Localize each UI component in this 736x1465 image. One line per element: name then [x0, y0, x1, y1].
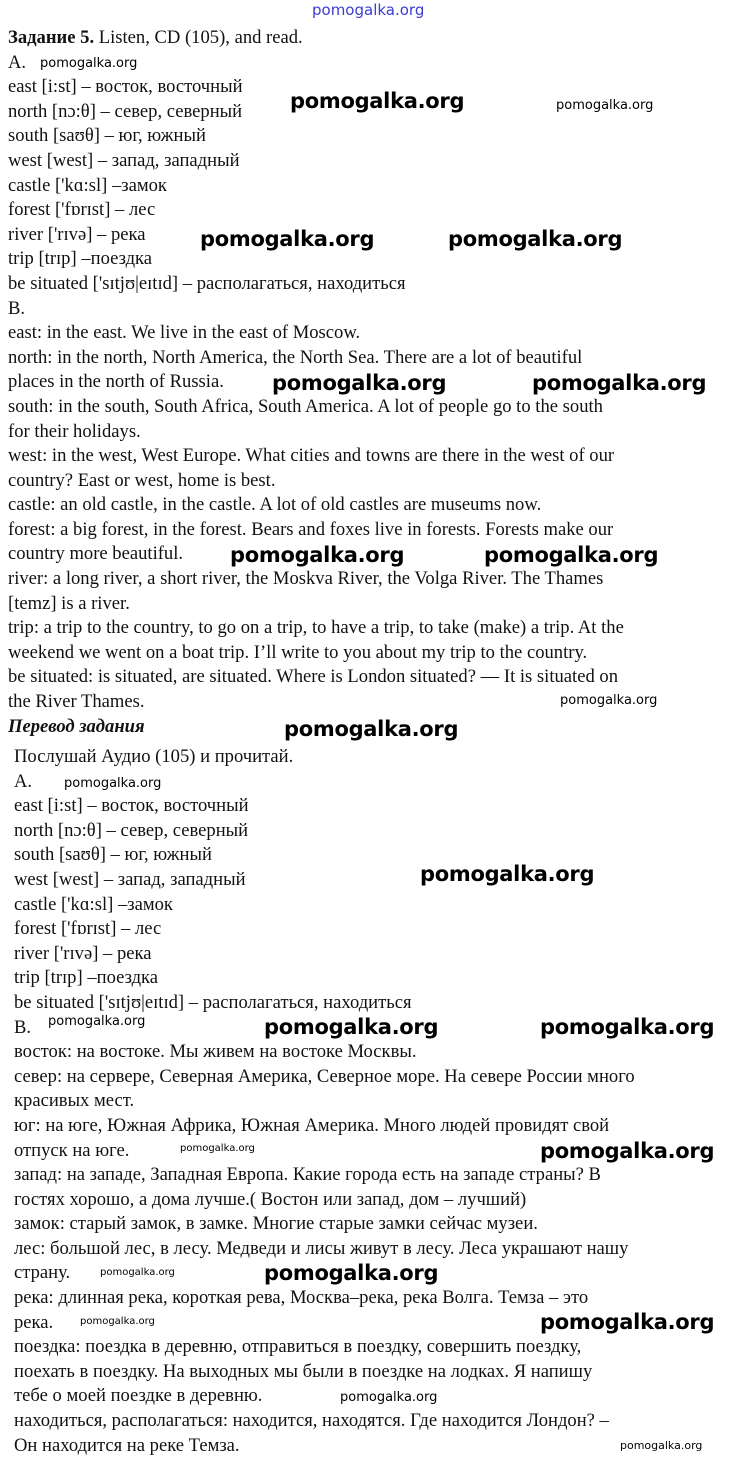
- example-line: castle: an old castle, in the castle. A lot of old castles are museums now.: [8, 494, 542, 516]
- watermark: pomogalka.org: [448, 227, 623, 251]
- vocabulary-item: forest ['fɒrɪst] – лес: [8, 199, 156, 221]
- translation-heading: Перевод задания: [8, 715, 145, 737]
- watermark: pomogalka.org: [340, 1390, 438, 1405]
- vocabulary-item: river ['rɪvə] – река: [14, 942, 152, 964]
- vocabulary-item: river ['rɪvə] – река: [8, 223, 146, 245]
- example-line: поехать в поездку. На выходных мы были в поездке на лодках. Я напишу: [14, 1360, 593, 1382]
- watermark: pomogalka.org: [64, 776, 162, 791]
- example-line: замок: старый замок, в замке. Многие старые замки сейчас музеи.: [14, 1213, 538, 1235]
- watermark: pomogalka.org: [556, 98, 654, 113]
- task-heading: Задание 5.: [8, 27, 95, 48]
- example-line: страну.: [14, 1262, 71, 1284]
- example-line: weekend we went on a boat trip. I’ll write to you about my trip to the country.: [8, 641, 588, 663]
- vocabulary-item: castle ['kɑ:sl] –замок: [8, 174, 167, 196]
- translation-instruction: Послушай Аудио (105) и прочитай.: [14, 746, 294, 767]
- watermark: pomogalka.org: [100, 1267, 175, 1278]
- watermark: pomogalka.org: [290, 89, 465, 113]
- vocabulary-item: forest ['fɒrɪst] – лес: [14, 918, 162, 940]
- watermark: pomogalka.org: [620, 1439, 703, 1452]
- vocabulary-item: west [west] – запад, западный: [14, 868, 246, 890]
- example-line: the River Thames.: [8, 691, 145, 713]
- example-line: Он находится на реке Темза.: [14, 1434, 240, 1456]
- vocabulary-item: east [i:st] – восток, восточный: [8, 76, 243, 98]
- watermark: pomogalka.org: [540, 1015, 715, 1039]
- example-line: река.: [14, 1311, 54, 1333]
- section-b-label: B.: [14, 1016, 32, 1038]
- example-line: отпуск на юге.: [14, 1139, 130, 1161]
- example-line: south: in the south, South Africa, South America. A lot of people go to the south: [8, 395, 603, 417]
- watermark: pomogalka.org: [540, 1139, 715, 1163]
- example-line: river: a long river, a short river, the Moskva River, the Volga River. The Thames: [8, 568, 604, 590]
- watermark: pomogalka.org: [540, 1310, 715, 1334]
- task-instruction: Listen, CD (105), and read.: [94, 27, 303, 48]
- watermark: pomogalka.org: [264, 1261, 439, 1285]
- example-line: находиться, располагаться: находится, находятся. Где находится Лондон? –: [14, 1410, 609, 1432]
- watermark: pomogalka.org: [264, 1015, 439, 1039]
- example-line: поездка: поездка в деревню, отправиться в поездку, совершить поездку,: [14, 1336, 582, 1358]
- example-line: east: in the east. We live in the east of Moscow.: [8, 322, 361, 344]
- example-line: country more beautiful.: [8, 543, 184, 565]
- example-line: тебе о моей поездке в деревню.: [14, 1385, 263, 1407]
- example-line: country? East or west, home is best.: [8, 469, 276, 491]
- section-a-label: A.: [8, 51, 27, 73]
- russian-section: [14, 745, 635, 1458]
- example-line: north: in the north, North America, the North Sea. There are a lot of beautiful: [8, 346, 583, 368]
- watermark: pomogalka.org: [272, 371, 447, 395]
- example-line: запад: на западе, Западная Европа. Какие города есть на западе страны? В: [14, 1164, 601, 1186]
- watermark: pomogalka.org: [284, 717, 459, 741]
- vocabulary-item: west [west] – запад, западный: [8, 149, 240, 171]
- example-line: красивых мест.: [14, 1090, 135, 1112]
- vocabulary-item: castle ['kɑ:sl] –замок: [14, 893, 173, 915]
- task-title: [8, 26, 624, 51]
- watermark: pomogalka.org: [200, 227, 375, 251]
- example-line: trip: a trip to the country, to go on a trip, to have a trip, to take (make) a trip. At the: [8, 617, 624, 639]
- vocabulary-item: trip [trɪp] –поездка: [14, 967, 159, 989]
- watermark: pomogalka.org: [80, 1316, 155, 1327]
- watermark: pomogalka.org: [48, 1014, 146, 1029]
- vocabulary-item: north [nɔ:θ] – север, северный: [14, 819, 249, 841]
- vocabulary-item: east [i:st] – восток, восточный: [14, 795, 249, 817]
- example-line: forest: a big forest, in the forest. Bears and foxes live in forests. Forests make our: [8, 518, 614, 540]
- example-line: север: на сервере, Северная Америка, Северное море. На севере России много: [14, 1065, 635, 1087]
- watermark: pomogalka.org: [180, 1143, 255, 1154]
- example-line: юг: на юге, Южная Африка, Южная Америка. Много людей провидят свой: [14, 1114, 610, 1136]
- example-line: west: in the west, West Europe. What cities and towns are there in the west of our: [8, 445, 615, 467]
- watermark: pomogalka.org: [420, 862, 595, 886]
- vocabulary-item: north [nɔ:θ] – север, северный: [8, 100, 243, 122]
- vocabulary-item: be situated ['sɪtjʊ|eɪtɪd] – располагаться, находиться: [14, 991, 412, 1013]
- example-line: places in the north of Russia.: [8, 371, 224, 393]
- vocabulary-item: trip [trɪp] –поездка: [8, 248, 153, 270]
- vocabulary-list: [14, 794, 635, 1015]
- example-line: лес: большой лес, в лесу. Медведи и лисы живут в лесу. Леса украшают нашу: [14, 1237, 629, 1259]
- example-line: be situated: is situated, are situated. Where is London situated? — It is situated on: [8, 666, 619, 688]
- watermark: pomogalka.org: [532, 371, 707, 395]
- vocabulary-item: south [saʊθ] – юг, южный: [14, 844, 212, 866]
- example-line: восток: на востоке. Мы живем на востоке Москвы.: [14, 1041, 417, 1063]
- example-line: [temz] is a river.: [8, 592, 130, 614]
- watermark: pomogalka.org: [484, 543, 659, 567]
- example-line: река: длинная река, короткая рева, Москва–река, река Волга. Темза – это: [14, 1287, 589, 1309]
- watermark: pomogalka.org: [40, 56, 138, 71]
- section-b-label: B.: [8, 297, 26, 319]
- watermark: pomogalka.org: [560, 693, 658, 708]
- watermark: pomogalka.org: [312, 1, 425, 19]
- example-line: гостях хорошо, а дома лучше.( Востон или запад, дом – лучший): [14, 1188, 527, 1210]
- watermark: pomogalka.org: [230, 543, 405, 567]
- section-a-label: A.: [14, 770, 33, 792]
- example-line: for their holidays.: [8, 420, 141, 442]
- examples-russian: [14, 1040, 635, 1458]
- vocabulary-item: south [saʊθ] – юг, южный: [8, 125, 206, 147]
- vocabulary-item: be situated ['sɪtjʊ|eɪtɪd] – располагаться, находиться: [8, 272, 406, 294]
